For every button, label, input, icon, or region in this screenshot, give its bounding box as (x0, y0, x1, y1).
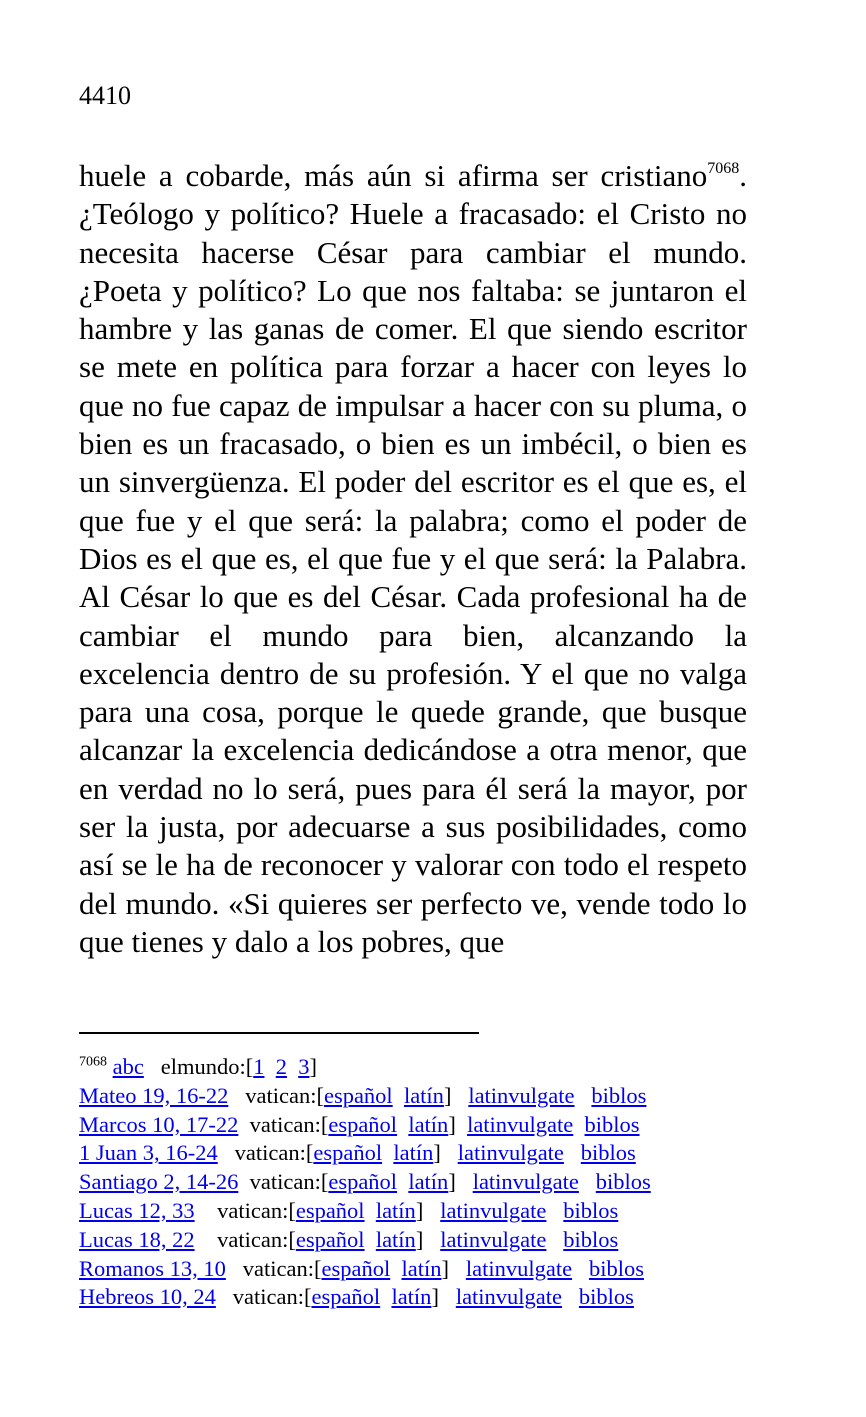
vatican-close: ] (431, 1284, 439, 1310)
footnote-header (79, 1053, 779, 1082)
reference-row (79, 1255, 779, 1284)
vatican-close: ] (448, 1169, 456, 1195)
vatican-latin-link[interactable]: latín (391, 1284, 432, 1310)
biblos-link[interactable]: biblos (578, 1284, 634, 1310)
elmundo-label: elmundo:[ (160, 1054, 254, 1079)
body-text-start: huele a cobarde, más aún si afirma ser cristiano (79, 158, 708, 193)
footnotes (79, 1053, 779, 1312)
vatican-label: vatican:[ (245, 1082, 324, 1108)
biblos-link[interactable]: biblos (595, 1169, 651, 1195)
reference-row (79, 1111, 779, 1140)
bible-ref-link[interactable]: Hebreos 10, 24 (79, 1284, 216, 1310)
vatican-close: ] (433, 1140, 441, 1166)
latinvulgate-link[interactable]: latinvulgate (457, 1140, 564, 1166)
vatican-espanol-link[interactable]: español (321, 1255, 391, 1281)
vatican-label: vatican:[ (232, 1284, 312, 1310)
vatican-close: ] (441, 1255, 449, 1281)
latinvulgate-link[interactable]: latinvulgate (440, 1197, 547, 1223)
vatican-espanol-link[interactable]: español (311, 1284, 381, 1310)
biblos-link[interactable]: biblos (580, 1140, 636, 1166)
latinvulgate-link[interactable]: latinvulgate (455, 1284, 563, 1310)
vatican-close: ] (443, 1082, 452, 1108)
vatican-label: vatican:[ (249, 1111, 329, 1137)
latinvulgate-link[interactable]: latinvulgate (467, 1111, 574, 1137)
biblos-link[interactable]: biblos (588, 1255, 644, 1281)
bible-ref-link[interactable]: Santiago 2, 14-26 (79, 1169, 239, 1195)
vatican-label: vatican:[ (217, 1226, 296, 1252)
vatican-label: vatican:[ (249, 1169, 329, 1195)
vatican-close: ] (448, 1111, 456, 1137)
elmundo-close: ] (309, 1054, 317, 1079)
latinvulgate-link[interactable]: latinvulgate (472, 1169, 579, 1195)
vatican-latin-link[interactable]: latín (408, 1111, 449, 1137)
vatican-latin-link[interactable]: latín (375, 1197, 416, 1223)
page-number: 4410 (79, 81, 131, 110)
body-text-rest: . ¿Teólogo y político? Huele a fracasado: el Cristo no necesita hacerse César para cambiar el mundo. ¿Poeta y político? Lo que nos faltaba: se juntaron el hambre y las ganas de comer. El que siendo escritor se mete en política para forzar a hacer con leyes lo que no fue capaz de impulsar a hacer con su pluma, o bien es un fracasado, o bien es un imbécil, o bien es un sinvergüenza. El poder del escritor es el que es, el que fue y el que será: la palabra; como el poder de Dios es el que es, el que fue y el que será: la Palabra. Al César lo que es del César. Cada profesional ha de cambiar el mundo para bien, alcanzando la excelencia dentro de su profesión. Y el que no valga para una cosa, porque le quede grande, que busque alcanzar la excelencia dedicándose a otra menor, que en verdad no lo será, pues para él será la mayor, por ser la justa, por adecuarse a sus posibilidades, como así se le ha de reconocer y valorar con todo el respeto del mundo. «Si quieres ser perfecto ve, vende todo lo que tienes y dalo a los pobres, que (79, 158, 747, 959)
biblos-link[interactable]: biblos (563, 1226, 619, 1252)
reference-row (79, 1226, 779, 1255)
reference-row (79, 1197, 779, 1226)
elmundo-link-2[interactable]: 2 (275, 1054, 287, 1079)
biblos-link[interactable]: biblos (591, 1082, 647, 1108)
bible-ref-link[interactable]: Lucas 12, 33 (79, 1197, 195, 1223)
vatican-espanol-link[interactable]: español (323, 1082, 393, 1108)
footnote-number: 7068 (79, 1054, 107, 1070)
vatican-close: ] (415, 1197, 424, 1223)
reference-row (79, 1082, 779, 1111)
vatican-latin-link[interactable]: latín (393, 1140, 434, 1166)
biblos-link[interactable]: biblos (584, 1111, 640, 1137)
vatican-latin-link[interactable]: latín (403, 1082, 444, 1108)
vatican-label: vatican:[ (217, 1197, 296, 1223)
vatican-latin-link[interactable]: latín (408, 1169, 449, 1195)
abc-link[interactable]: abc (112, 1054, 144, 1079)
vatican-espanol-link[interactable]: español (328, 1169, 398, 1195)
reference-row (79, 1283, 779, 1312)
vatican-close: ] (415, 1226, 424, 1252)
reference-row (79, 1139, 779, 1168)
latinvulgate-link[interactable]: latinvulgate (465, 1255, 573, 1281)
vatican-latin-link[interactable]: latín (401, 1255, 442, 1281)
bible-ref-link[interactable]: 1 Juan 3, 16-24 (79, 1140, 218, 1166)
vatican-espanol-link[interactable]: español (295, 1197, 365, 1223)
bible-ref-link[interactable]: Mateo 19, 16-22 (79, 1082, 229, 1108)
bible-ref-link[interactable]: Lucas 18, 22 (79, 1226, 195, 1252)
latinvulgate-link[interactable]: latinvulgate (468, 1082, 575, 1108)
biblos-link[interactable]: biblos (563, 1197, 619, 1223)
vatican-espanol-link[interactable]: español (295, 1226, 365, 1252)
elmundo-link-1[interactable]: 1 (253, 1054, 265, 1079)
latinvulgate-link[interactable]: latinvulgate (440, 1226, 547, 1252)
body-paragraph (79, 157, 747, 961)
bible-ref-link[interactable]: Romanos 13, 10 (79, 1255, 226, 1281)
vatican-label: vatican:[ (242, 1255, 322, 1281)
footnote-reference: 7068 (707, 159, 740, 177)
vatican-espanol-link[interactable]: español (313, 1140, 383, 1166)
footnote-separator (79, 1032, 479, 1034)
elmundo-link-3[interactable]: 3 (298, 1054, 310, 1079)
vatican-label: vatican:[ (234, 1140, 314, 1166)
vatican-latin-link[interactable]: latín (375, 1226, 416, 1252)
reference-row (79, 1168, 779, 1197)
vatican-espanol-link[interactable]: español (328, 1111, 398, 1137)
bible-ref-link[interactable]: Marcos 10, 17-22 (79, 1111, 239, 1137)
